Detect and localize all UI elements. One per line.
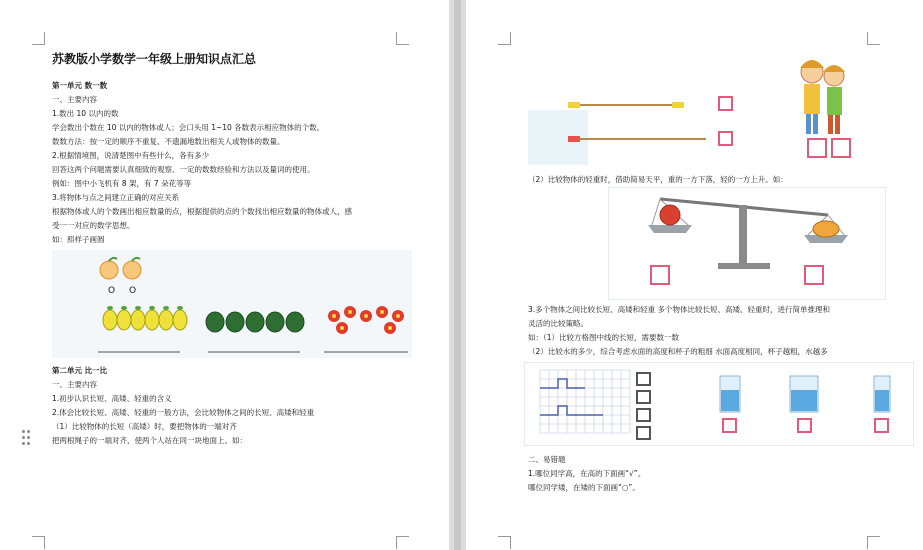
text-line: 根据物体或人的个数画出相应数量的点，根据提供的点的个数找出相应数量的物体或人，感 — [52, 207, 352, 216]
crop-mark — [867, 536, 880, 549]
circle-mark: O — [129, 286, 137, 296]
grid-water-art — [524, 362, 914, 446]
drag-handle-icon[interactable] — [22, 430, 32, 446]
text-line: 如：照样子画圆 — [52, 235, 105, 244]
page-gutter — [449, 0, 466, 550]
answer-box[interactable] — [636, 390, 651, 404]
document-page-left — [0, 0, 449, 550]
text-line: 如：（1）比较方格图中线的长短，需要数一数 — [528, 333, 680, 342]
text-line: 一、主要内容 — [52, 95, 97, 104]
answer-box[interactable] — [650, 265, 670, 285]
grid-water-figure — [524, 362, 914, 446]
document-title: 苏教版小学数学一年级上册知识点汇总 — [52, 52, 257, 66]
crop-mark — [867, 32, 880, 45]
answer-box[interactable] — [874, 418, 889, 433]
answer-box[interactable] — [804, 265, 824, 285]
text-line: 1.初步认识长短、高矮、轻重的含义 — [52, 394, 172, 403]
document-page-right — [466, 0, 923, 550]
length-height-figure — [528, 50, 868, 165]
text-line: 一、主要内容 — [52, 380, 97, 389]
text-line: 3.将物体与点之间建立正确的对应关系 — [52, 193, 180, 202]
answer-box[interactable] — [718, 131, 733, 146]
text-line: 回答这两个问题需要认真细致的观察、一定的数数经验和方法以及量词的使用。 — [52, 165, 315, 174]
crop-mark — [498, 536, 511, 549]
text-line: 1.哪位同学高，在高的下面画“√”。 — [528, 469, 646, 478]
text-line: 学会数出个数在 10 以内的物体或人；会口头用 1~10 各数表示相应物体的个数。 — [52, 123, 325, 132]
text-line: 受一一对应的数学思想。 — [52, 221, 135, 230]
crop-mark — [396, 536, 409, 549]
text-line: 数数方法：按一定的顺序不重复、不遗漏地数出相关人或物体的数量。 — [52, 137, 285, 146]
text-line: 2.体会比较长短、高矮、轻重的一般方法，会比较物体之间的长短、高矮和轻重 — [52, 408, 315, 417]
answer-box[interactable] — [722, 418, 737, 433]
crop-mark — [32, 536, 45, 549]
text-line: （2）比较水的多少，综合考虑水面的高度和杯子的粗细 水面高度相同，杯子越粗，水越多 — [528, 347, 828, 356]
text-line: （2）比较物体的轻重时，借助简易天平，重的一方下落，轻的一方上升。如： — [528, 175, 788, 184]
counting-figure-art — [52, 250, 412, 358]
crop-mark — [32, 32, 45, 45]
balance-figure — [608, 187, 886, 300]
text-line: 把两根绳子的一端对齐，使两个人站在同一块地面上。如： — [52, 436, 247, 445]
unit2-heading: 第二单元 比一比 — [52, 366, 108, 375]
unit1-heading: 第一单元 数一数 — [52, 81, 108, 90]
apple-icon — [660, 205, 680, 225]
text-line: 哪位同学矮，在矮的下面画“○”。 — [528, 483, 640, 492]
pepper-icon — [206, 312, 304, 332]
text-line: 3.多个物体之间比较长短、高矮和轻重 多个物体比较长短、高矮、轻重时，进行简单推理和 — [528, 305, 831, 314]
answer-box[interactable] — [797, 418, 812, 433]
answer-box[interactable] — [807, 138, 827, 158]
answer-box[interactable] — [636, 372, 651, 386]
answer-box[interactable] — [636, 408, 651, 422]
text-line: 例如：图中小飞机有 8 架，有 7 朵花等等 — [52, 179, 192, 188]
text-line: 2.根据情境图，说清楚图中有些什么，各有多少 — [52, 151, 210, 160]
answer-box[interactable] — [636, 426, 651, 440]
orange-icon — [813, 221, 839, 237]
counting-figure — [52, 250, 412, 358]
text-line: 灵活的比较策略。 — [528, 319, 588, 328]
rope-icon — [568, 102, 706, 142]
crop-mark — [498, 32, 511, 45]
circle-mark: O — [108, 286, 116, 296]
section-heading: 二、易错题 — [528, 455, 566, 464]
text-line: 1.数出 10 以内的数 — [52, 109, 119, 118]
text-line: （1）比较物体的长短（高矮）时，要把物体的一端对齐 — [52, 422, 237, 431]
answer-box[interactable] — [831, 138, 851, 158]
crop-mark — [396, 32, 409, 45]
answer-box[interactable] — [718, 96, 733, 111]
children-icon — [800, 60, 845, 134]
